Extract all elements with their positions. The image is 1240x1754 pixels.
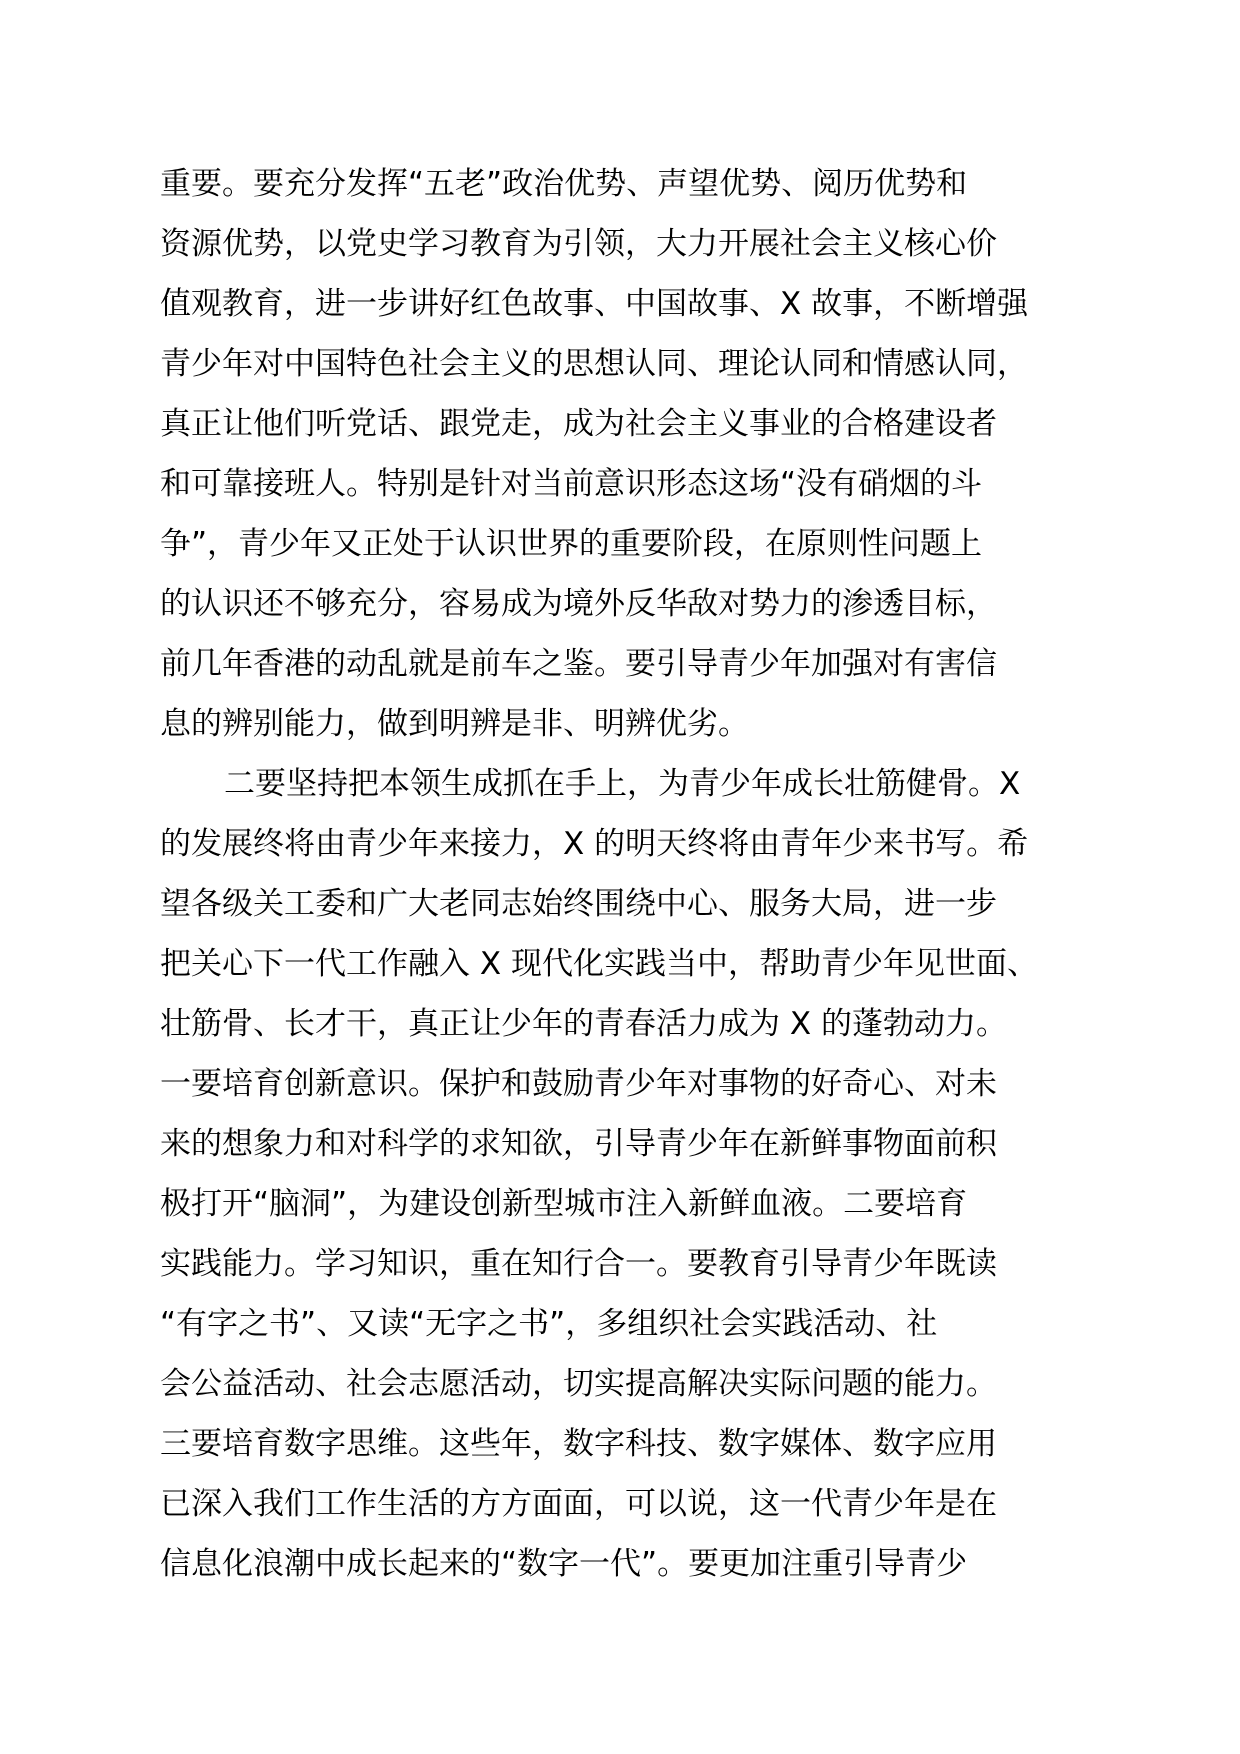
text-line: 把关心下一代工作融入 X 现代化实践当中，帮助青少年见世面、	[160, 946, 1038, 982]
text-line: 实践能力。学习知识，重在知行合一。要教育引导青少年既读	[160, 1246, 997, 1282]
text-line: “有字之书”、又读“无字之书”，多组织社会实践活动、社	[160, 1306, 938, 1342]
text-line: 重要。要充分发挥“五老”政治优势、声望优势、阅历优势和	[160, 166, 968, 202]
text-line: 极打开“脑洞”，为建设创新型城市注入新鲜血液。二要培育	[160, 1186, 968, 1222]
body-text	[160, 154, 1100, 1594]
text-line: 的发展终将由青少年来接力，X 的明天终将由青年少来书写。希	[160, 826, 1029, 862]
text-line: 望各级关工委和广大老同志始终围绕中心、服务大局，进一步	[160, 886, 997, 922]
text-line: 信息化浪潮中成长起来的“数字一代”。要更加注重引导青少	[160, 1546, 968, 1582]
text-line: 青少年对中国特色社会主义的思想认同、理论认同和情感认同，	[160, 346, 1028, 382]
text-line: 争”，青少年又正处于认识世界的重要阶段，在原则性问题上	[160, 526, 983, 562]
text-line: 已深入我们工作生活的方方面面，可以说，这一代青少年是在	[160, 1486, 997, 1522]
text-line: 的认识还不够充分，容易成为境外反华敌对势力的渗透目标，	[160, 586, 997, 622]
text-line: 来的想象力和对科学的求知欲，引导青少年在新鲜事物面前积	[160, 1126, 997, 1162]
text-line: 息的辨别能力，做到明辨是非、明辨优劣。	[160, 706, 749, 742]
text-line: 前几年香港的动乱就是前车之鉴。要引导青少年加强对有害信	[160, 646, 997, 682]
text-line: 值观教育，进一步讲好红色故事、中国故事、X 故事，不断增强	[160, 286, 1029, 322]
text-line: 资源优势，以党史学习教育为引领，大力开展社会主义核心价	[160, 226, 997, 262]
paragraph-start-line: 二要坚持把本领生成抓在手上，为青少年成长壮筋健骨。X	[224, 766, 1021, 802]
text-line: 一要培育创新意识。保护和鼓励青少年对事物的好奇心、对未	[160, 1066, 997, 1102]
text-line: 壮筋骨、长才干，真正让少年的青春活力成为 X 的蓬勃动力。	[160, 1006, 1007, 1042]
text-line: 三要培育数字思维。这些年，数字科技、数字媒体、数字应用	[160, 1426, 997, 1462]
text-line: 真正让他们听党话、跟党走，成为社会主义事业的合格建设者	[160, 406, 997, 442]
text-line: 和可靠接班人。特别是针对当前意识形态这场“没有硝烟的斗	[160, 466, 983, 502]
text-line: 会公益活动、社会志愿活动，切实提高解决实际问题的能力。	[160, 1366, 997, 1402]
